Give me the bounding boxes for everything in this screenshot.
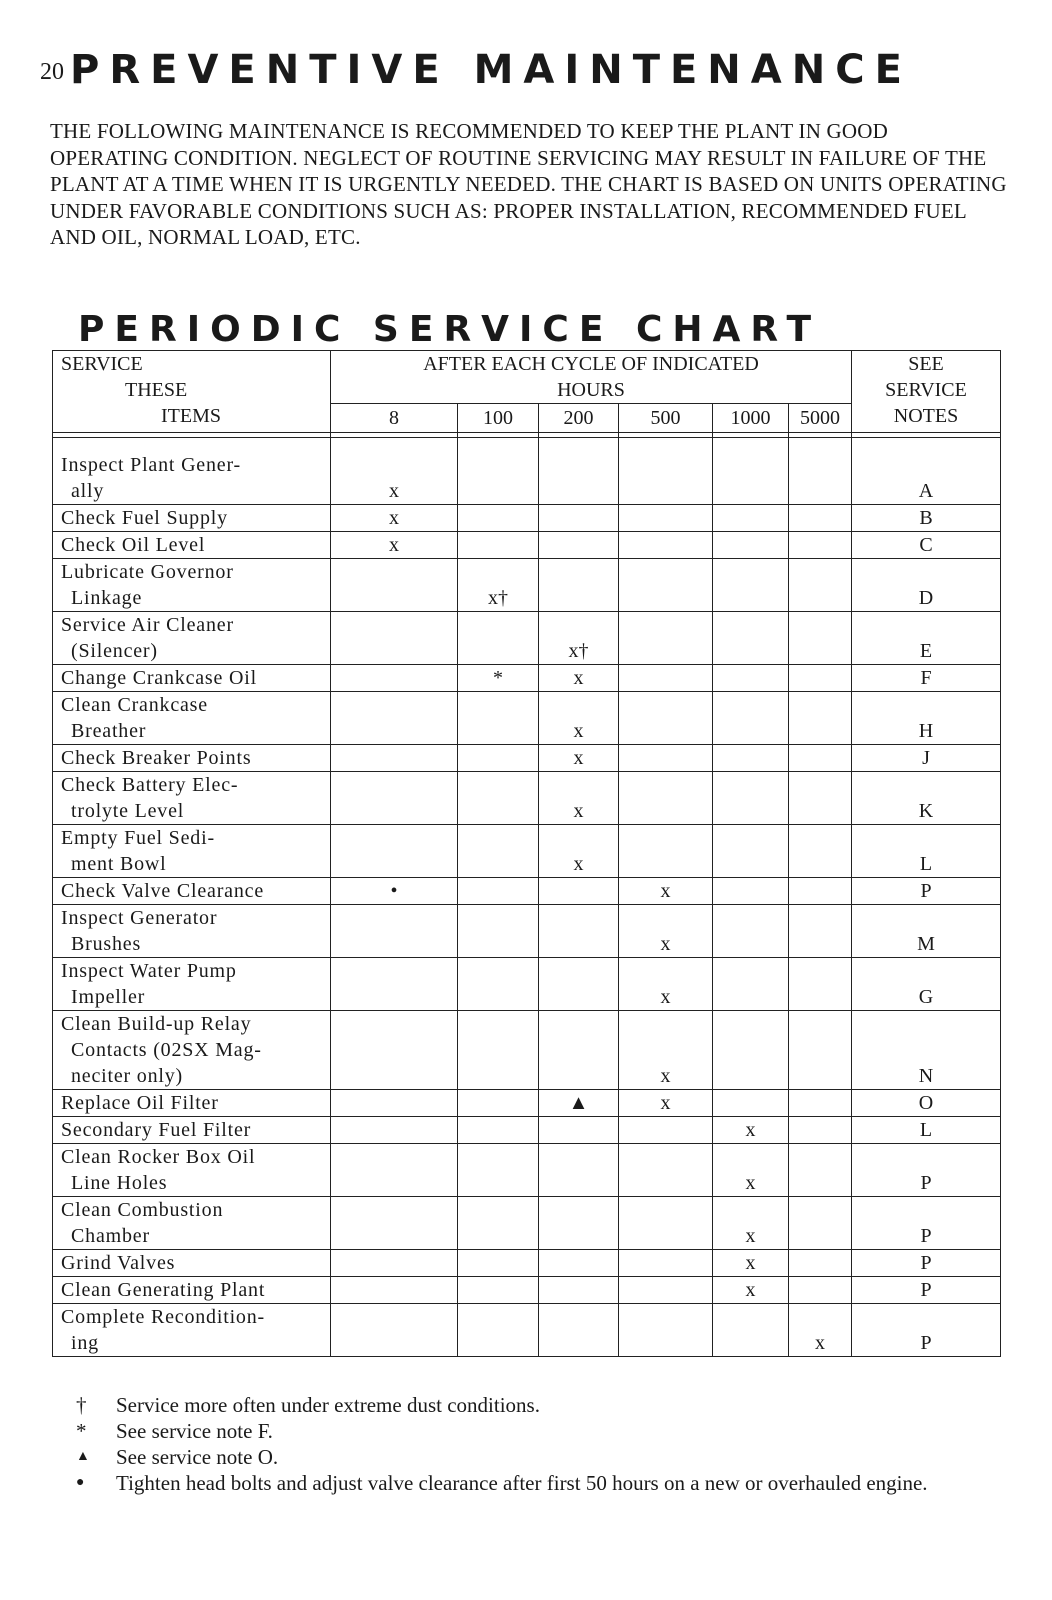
service-item-line: Check Oil Level — [61, 534, 206, 556]
page-title: PREVENTIVE MAINTENANCE — [70, 47, 912, 93]
interval-mark-1000 — [713, 692, 789, 745]
interval-mark-1000 — [713, 825, 789, 878]
interval-mark-1000 — [713, 772, 789, 825]
table-row — [53, 745, 1001, 772]
interval-mark-8 — [331, 1304, 458, 1357]
service-item-line: trolyte Level — [71, 800, 185, 822]
service-note-ref: L — [852, 825, 1001, 878]
footnote-bullet — [76, 1470, 996, 1496]
service-item — [53, 665, 331, 692]
interval-mark-500: x — [619, 878, 713, 905]
service-item — [53, 505, 331, 532]
service-item-line: Check Fuel Supply — [61, 507, 228, 529]
footnote-triangle — [76, 1444, 996, 1470]
service-item-line: Complete Recondition- — [61, 1306, 265, 1328]
interval-mark-100 — [458, 1011, 539, 1090]
interval-mark-100: x† — [458, 559, 539, 612]
interval-mark-100 — [458, 878, 539, 905]
service-item — [53, 532, 331, 559]
footnote-text: Tighten head bolts and adjust valve clearance after first 50 hours on a new or overhauled engine. — [116, 1471, 928, 1495]
interval-mark-8: • — [331, 878, 458, 905]
interval-mark-8 — [331, 1144, 458, 1197]
service-item-line: Check Breaker Points — [61, 747, 252, 769]
header-service-notes — [852, 351, 1001, 433]
service-item — [53, 825, 331, 878]
table-row — [53, 1144, 1001, 1197]
interval-mark-200 — [539, 878, 619, 905]
header-notes-line3: NOTES — [893, 405, 959, 427]
interval-mark-8 — [331, 745, 458, 772]
interval-mark-100 — [458, 1117, 539, 1144]
interval-mark-500 — [619, 745, 713, 772]
interval-mark-200: ▲ — [539, 1090, 619, 1117]
service-item — [53, 1197, 331, 1250]
interval-mark-200 — [539, 1197, 619, 1250]
interval-mark-5000 — [789, 612, 852, 665]
service-item — [53, 559, 331, 612]
interval-mark-8: x — [331, 438, 458, 505]
service-item-line: Linkage — [71, 587, 143, 609]
header-hour-500: 500 — [619, 404, 713, 433]
service-note-ref: B — [852, 505, 1001, 532]
interval-mark-8 — [331, 1090, 458, 1117]
service-item — [53, 905, 331, 958]
interval-mark-1000 — [713, 1011, 789, 1090]
table-row — [53, 612, 1001, 665]
interval-mark-5000 — [789, 438, 852, 505]
interval-mark-8 — [331, 1250, 458, 1277]
table-row — [53, 1304, 1001, 1357]
service-item-line: ment Bowl — [71, 853, 167, 875]
interval-mark-5000 — [789, 1117, 852, 1144]
footnote-text: See service note O. — [116, 1445, 279, 1469]
header-items-line3: ITEMS — [161, 405, 221, 427]
service-item-line: Impeller — [71, 986, 146, 1008]
triangle-symbol: ▲ — [76, 1449, 90, 1464]
interval-mark-8 — [331, 559, 458, 612]
interval-mark-500 — [619, 1197, 713, 1250]
table-row — [53, 878, 1001, 905]
service-item-line: Clean Combustion — [61, 1199, 224, 1221]
interval-mark-1000 — [713, 878, 789, 905]
interval-mark-200 — [539, 505, 619, 532]
service-note-ref: O — [852, 1090, 1001, 1117]
interval-mark-500 — [619, 1250, 713, 1277]
service-note-ref: G — [852, 958, 1001, 1011]
interval-mark-1000: x — [713, 1250, 789, 1277]
service-note-ref: L — [852, 1117, 1001, 1144]
bullet-symbol: ● — [76, 1475, 85, 1490]
interval-mark-5000 — [789, 559, 852, 612]
service-item-line: Chamber — [71, 1225, 150, 1247]
table-row — [53, 559, 1001, 612]
header-notes-line1: SEE — [908, 353, 944, 375]
interval-mark-1000: x — [713, 1144, 789, 1197]
interval-mark-100: * — [458, 665, 539, 692]
interval-mark-1000 — [713, 1304, 789, 1357]
periodic-service-chart — [52, 350, 1001, 1357]
service-note-ref: P — [852, 1144, 1001, 1197]
footnote-text: Service more often under extreme dust conditions. — [116, 1393, 540, 1417]
service-item-line: Line Holes — [71, 1172, 168, 1194]
interval-mark-200: x — [539, 692, 619, 745]
table-row — [53, 825, 1001, 878]
interval-mark-500 — [619, 612, 713, 665]
header-cycle — [331, 351, 852, 404]
service-item-line: (Silencer) — [71, 640, 158, 662]
interval-mark-200 — [539, 1117, 619, 1144]
service-item-line: Inspect Plant Gener- — [61, 454, 241, 476]
interval-mark-200 — [539, 1011, 619, 1090]
service-note-ref: N — [852, 1011, 1001, 1090]
service-item — [53, 1304, 331, 1357]
interval-mark-200 — [539, 1277, 619, 1304]
interval-mark-100 — [458, 1090, 539, 1117]
interval-mark-200: x† — [539, 612, 619, 665]
service-note-ref: E — [852, 612, 1001, 665]
service-note-ref: H — [852, 692, 1001, 745]
interval-mark-1000 — [713, 665, 789, 692]
service-item-line: ally — [71, 480, 105, 502]
service-item — [53, 1011, 331, 1090]
interval-mark-1000 — [713, 958, 789, 1011]
interval-mark-100 — [458, 958, 539, 1011]
service-item — [53, 438, 331, 505]
interval-mark-1000 — [713, 532, 789, 559]
header-notes-line2: SERVICE — [885, 379, 967, 401]
interval-mark-5000 — [789, 958, 852, 1011]
interval-mark-100 — [458, 532, 539, 559]
table-row — [53, 438, 1001, 505]
service-item — [53, 612, 331, 665]
header-hour-1000: 1000 — [713, 404, 789, 433]
interval-mark-8 — [331, 1277, 458, 1304]
interval-mark-500 — [619, 438, 713, 505]
table-row — [53, 772, 1001, 825]
table-row — [53, 532, 1001, 559]
interval-mark-8 — [331, 1197, 458, 1250]
interval-mark-8 — [331, 692, 458, 745]
interval-mark-100 — [458, 438, 539, 505]
interval-mark-500 — [619, 1304, 713, 1357]
header-hour-5000: 5000 — [789, 404, 852, 433]
interval-mark-5000: x — [789, 1304, 852, 1357]
service-item-line: Brushes — [71, 933, 142, 955]
interval-mark-5000 — [789, 878, 852, 905]
interval-mark-500 — [619, 1144, 713, 1197]
interval-mark-500: x — [619, 905, 713, 958]
interval-mark-100 — [458, 1277, 539, 1304]
interval-mark-1000 — [713, 905, 789, 958]
interval-mark-5000 — [789, 1090, 852, 1117]
interval-mark-8: x — [331, 505, 458, 532]
service-item-line: Clean Rocker Box Oil — [61, 1146, 256, 1168]
table-row — [53, 1277, 1001, 1304]
interval-mark-500 — [619, 1117, 713, 1144]
chart-title: PERIODIC SERVICE CHART — [78, 309, 822, 350]
interval-mark-5000 — [789, 1144, 852, 1197]
service-item-line: Check Battery Elec- — [61, 774, 239, 796]
interval-mark-100 — [458, 825, 539, 878]
table-row — [53, 905, 1001, 958]
interval-mark-8 — [331, 612, 458, 665]
service-note-ref: P — [852, 1304, 1001, 1357]
service-item-line: Check Valve Clearance — [61, 880, 265, 902]
table-row — [53, 692, 1001, 745]
interval-mark-1000: x — [713, 1197, 789, 1250]
service-item-line: Secondary Fuel Filter — [61, 1119, 252, 1141]
table-row — [53, 1117, 1001, 1144]
header-hour-200: 200 — [539, 404, 619, 433]
interval-mark-5000 — [789, 1011, 852, 1090]
footnote-text: See service note F. — [116, 1419, 273, 1443]
interval-mark-200 — [539, 958, 619, 1011]
interval-mark-100 — [458, 1197, 539, 1250]
service-item-line: Replace Oil Filter — [61, 1092, 219, 1114]
service-item-line: Change Crankcase Oil — [61, 667, 257, 689]
interval-mark-1000 — [713, 438, 789, 505]
interval-mark-200: x — [539, 665, 619, 692]
service-item-line: Inspect Generator — [61, 907, 218, 929]
service-item-line: Contacts (02SX Mag- — [71, 1039, 262, 1061]
service-item-line: Grind Valves — [61, 1252, 176, 1274]
header-items-line2: THESE — [125, 379, 188, 401]
interval-mark-1000 — [713, 745, 789, 772]
interval-mark-5000 — [789, 692, 852, 745]
service-note-ref: M — [852, 905, 1001, 958]
interval-mark-5000 — [789, 772, 852, 825]
service-note-ref: P — [852, 878, 1001, 905]
interval-mark-5000 — [789, 505, 852, 532]
interval-mark-500 — [619, 665, 713, 692]
service-item — [53, 1277, 331, 1304]
interval-mark-8 — [331, 665, 458, 692]
header-service-items — [53, 351, 331, 433]
interval-mark-8 — [331, 958, 458, 1011]
table-row — [53, 1011, 1001, 1090]
interval-mark-500 — [619, 772, 713, 825]
service-item — [53, 1117, 331, 1144]
service-note-ref: C — [852, 532, 1001, 559]
footnotes — [76, 1392, 996, 1496]
table-row — [53, 1090, 1001, 1117]
service-item — [53, 878, 331, 905]
interval-mark-8 — [331, 825, 458, 878]
interval-mark-500 — [619, 505, 713, 532]
service-item-line: Lubricate Governor — [61, 561, 234, 583]
interval-mark-1000 — [713, 1090, 789, 1117]
interval-mark-500 — [619, 692, 713, 745]
service-note-ref: K — [852, 772, 1001, 825]
interval-mark-200 — [539, 559, 619, 612]
dagger-symbol: † — [76, 1393, 87, 1417]
interval-mark-200: x — [539, 772, 619, 825]
footnote-asterisk — [76, 1418, 996, 1444]
service-item-line: Clean Crankcase — [61, 694, 208, 716]
interval-mark-5000 — [789, 1197, 852, 1250]
service-item — [53, 958, 331, 1011]
service-note-ref: A — [852, 438, 1001, 505]
interval-mark-1000 — [713, 559, 789, 612]
table-row — [53, 665, 1001, 692]
interval-mark-8 — [331, 1011, 458, 1090]
interval-mark-500: x — [619, 1090, 713, 1117]
interval-mark-5000 — [789, 1277, 852, 1304]
service-note-ref: P — [852, 1250, 1001, 1277]
service-item-line: Empty Fuel Sedi- — [61, 827, 215, 849]
interval-mark-5000 — [789, 1250, 852, 1277]
interval-mark-8 — [331, 905, 458, 958]
header-items-line1: SERVICE — [61, 353, 143, 375]
interval-mark-5000 — [789, 665, 852, 692]
interval-mark-5000 — [789, 905, 852, 958]
interval-mark-100 — [458, 905, 539, 958]
service-item — [53, 772, 331, 825]
service-item-line: neciter only) — [71, 1065, 184, 1087]
service-item — [53, 1090, 331, 1117]
table-row — [53, 1197, 1001, 1250]
interval-mark-500 — [619, 532, 713, 559]
interval-mark-100 — [458, 692, 539, 745]
service-item — [53, 692, 331, 745]
header-cycle-line2: HOURS — [557, 379, 625, 401]
interval-mark-8 — [331, 1117, 458, 1144]
interval-mark-1000: x — [713, 1277, 789, 1304]
interval-mark-500 — [619, 559, 713, 612]
interval-mark-500: x — [619, 958, 713, 1011]
service-note-ref: F — [852, 665, 1001, 692]
interval-mark-500: x — [619, 1011, 713, 1090]
service-note-ref: D — [852, 559, 1001, 612]
service-item — [53, 1144, 331, 1197]
interval-mark-5000 — [789, 825, 852, 878]
interval-mark-100 — [458, 612, 539, 665]
page-header — [40, 40, 912, 93]
interval-mark-100 — [458, 505, 539, 532]
interval-mark-500 — [619, 825, 713, 878]
service-item-line: Service Air Cleaner — [61, 614, 234, 636]
interval-mark-200: x — [539, 825, 619, 878]
interval-mark-200 — [539, 1304, 619, 1357]
interval-mark-5000 — [789, 532, 852, 559]
interval-mark-100 — [458, 1144, 539, 1197]
interval-mark-5000 — [789, 745, 852, 772]
service-item — [53, 745, 331, 772]
interval-mark-200 — [539, 1250, 619, 1277]
interval-mark-1000: x — [713, 1117, 789, 1144]
interval-mark-8: x — [331, 532, 458, 559]
intro-paragraph: THE FOLLOWING MAINTENANCE IS RECOMMENDED TO KEEP THE PLANT IN GOOD OPERATING CONDITION. NEGLECT OF ROUTINE SERVICING MAY RESULT IN FAILURE OF THE PLANT AT A TIME WHEN IT IS URGENTLY NEEDED. THE CHART IS BASED ON UNITS OPERATING UNDER FAVORABLE CONDITIONS SUCH AS: PROPER INSTALLATION, RECOMMENDED FUEL AND OIL, NORMAL LOAD, ETC. — [50, 119, 1007, 249]
service-item-line: Clean Generating Plant — [61, 1279, 266, 1301]
table-row — [53, 958, 1001, 1011]
chart-body — [53, 438, 1001, 1357]
service-item-line: Clean Build-up Relay — [61, 1013, 252, 1035]
header-hour-100: 100 — [458, 404, 539, 433]
interval-mark-1000 — [713, 505, 789, 532]
asterisk-symbol: * — [76, 1419, 87, 1443]
interval-mark-200 — [539, 438, 619, 505]
service-note-ref: P — [852, 1197, 1001, 1250]
interval-mark-1000 — [713, 612, 789, 665]
service-item-line: Breather — [71, 720, 147, 742]
footnote-dagger — [76, 1392, 996, 1418]
interval-mark-200: x — [539, 745, 619, 772]
service-item-line: Inspect Water Pump — [61, 960, 237, 982]
header-hour-8: 8 — [331, 404, 458, 433]
interval-mark-100 — [458, 772, 539, 825]
interval-mark-200 — [539, 905, 619, 958]
interval-mark-100 — [458, 1304, 539, 1357]
interval-mark-100 — [458, 1250, 539, 1277]
interval-mark-8 — [331, 772, 458, 825]
service-note-ref: P — [852, 1277, 1001, 1304]
service-item — [53, 1250, 331, 1277]
service-note-ref: J — [852, 745, 1001, 772]
service-item-line: ing — [71, 1332, 99, 1354]
interval-mark-200 — [539, 532, 619, 559]
interval-mark-500 — [619, 1277, 713, 1304]
table-row — [53, 1250, 1001, 1277]
interval-mark-100 — [458, 745, 539, 772]
table-row — [53, 505, 1001, 532]
header-cycle-line1: AFTER EACH CYCLE OF INDICATED — [423, 353, 759, 375]
interval-mark-200 — [539, 1144, 619, 1197]
page-number: 20 — [40, 59, 64, 85]
